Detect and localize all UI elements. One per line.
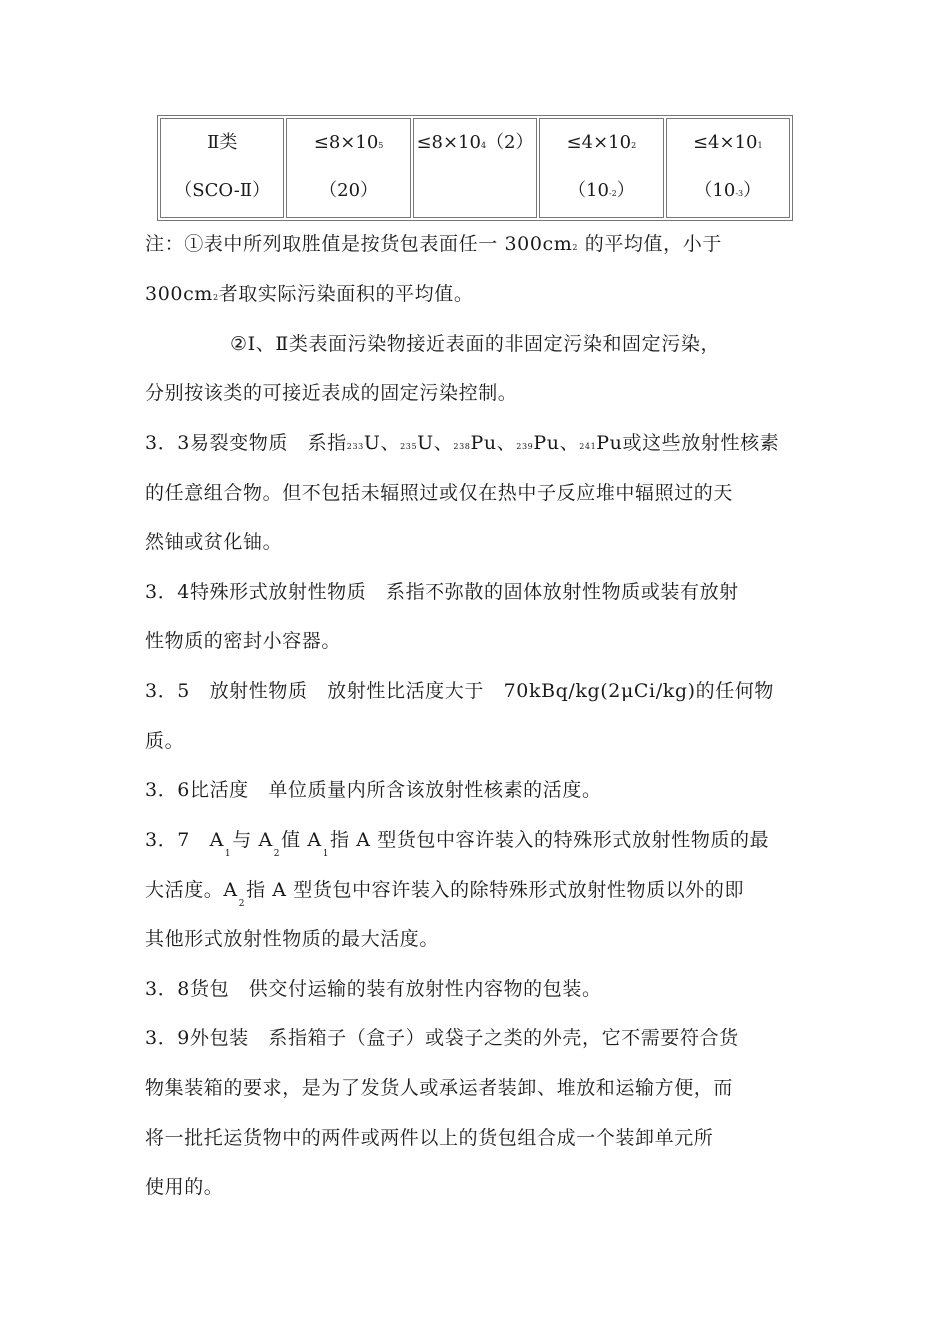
note-2-line-2: 分别按该类的可接近表成的固定污染控制。 — [145, 382, 518, 404]
cell-line — [667, 119, 789, 167]
exponent: -2 — [608, 189, 617, 198]
subscript: 2 — [238, 899, 246, 909]
section-3-9-line-2: 物集装箱的要求，是为了发货人或承运者装卸、堆放和运输方便，而 — [145, 1077, 734, 1099]
mass-number: 239 — [516, 442, 534, 451]
text-run: 者取实际污染面积的平均值。 — [218, 283, 474, 305]
mass-number: 233 — [346, 442, 364, 451]
section-3-7-line-2 — [145, 878, 815, 909]
section-3-8-line-1: 3．8货包 供交付运输的装有放射性内容物的包装。 — [145, 978, 602, 1000]
exponent: 5 — [378, 141, 384, 150]
table-cell — [286, 118, 410, 218]
section-3-9-line-4: 使用的。 — [145, 1176, 224, 1198]
text-run: U、 — [363, 432, 401, 454]
section-3-3-line-2: 的任意组合物。但不包括未辐照过或仅在热中子反应堆中辐照过的天 — [145, 482, 734, 504]
section-3-6-line-1: 3．6比活度 单位质量内所含该放射性核素的活度。 — [145, 779, 602, 801]
note-1-line-2 — [145, 282, 815, 310]
mass-number: 238 — [453, 442, 471, 451]
exponent: 2 — [212, 293, 219, 302]
exponent: -3 — [735, 189, 744, 198]
text-run: 指 A 型货包中容许装入的特殊形式放射性物质的最 — [330, 829, 770, 851]
subscript: 1 — [322, 849, 330, 859]
cell-text: （10 — [568, 180, 609, 201]
cell-line — [414, 119, 536, 167]
contamination-limit-table — [157, 115, 793, 221]
section-3-3-line-3: 然铀或贫化铀。 — [145, 531, 283, 553]
cell-line — [414, 167, 536, 215]
text-run: 300cm — [145, 283, 213, 305]
section-3-4-line-2: 性物质的密封小容器。 — [145, 630, 342, 652]
cell-text: ≤4×10 — [566, 132, 632, 153]
table-row — [160, 118, 790, 218]
cell-text: （10 — [694, 180, 736, 201]
cell-line — [540, 167, 662, 215]
text-run: Pu、 — [470, 432, 517, 454]
section-3-9-line-1: 3．9外包装 系指箱子（盒子）或袋子之类的外壳，它不需要符合货 — [145, 1027, 739, 1049]
cell-text: ） — [616, 180, 635, 201]
text-run: 3．3易裂变物质 系指 — [145, 432, 347, 454]
text-run: 3．7 A — [145, 829, 224, 851]
text-run: 与 A — [232, 829, 273, 851]
table-cell — [413, 118, 537, 218]
exponent: 2 — [572, 243, 579, 252]
section-3-4-line-1: 3．4特殊形式放射性物质 系指不弥散的固体放射性物质或装有放射 — [145, 581, 739, 603]
section-3-5-line-2: 质。 — [145, 730, 185, 752]
section-3-5-line-1: 3．5 放射性物质 放射性比活度大于 70kBq/kg(2μCi/kg)的任何物 — [145, 680, 775, 702]
text-run: Pu、 — [533, 432, 580, 454]
note-1-line-1 — [145, 232, 815, 260]
table-cell — [666, 118, 790, 218]
cell-text: ≤8×10 — [313, 132, 379, 153]
text-run: 值 A — [281, 829, 322, 851]
cell-text: ≤4×10 — [692, 132, 758, 153]
table-cell — [539, 118, 663, 218]
cell-line — [287, 119, 409, 167]
section-3-7-line-1 — [145, 828, 815, 859]
table-cell — [160, 118, 284, 218]
section-3-7-line-3: 其他形式放射性物质的最大活度。 — [145, 928, 440, 950]
cell-text: ≤8×10 — [416, 132, 481, 153]
cell-text: （2） — [486, 132, 534, 153]
subscript: 2 — [273, 849, 281, 859]
text-run: 指 A 型货包中容许装入的除特殊形式放射性物质以外的即 — [246, 879, 745, 901]
subscript: 1 — [224, 849, 232, 859]
text-run: Pu或这些放射性核素 — [596, 432, 780, 454]
exponent: 4 — [480, 141, 487, 150]
exponent: 2 — [631, 141, 637, 150]
cell-text: ） — [743, 180, 762, 201]
mass-number: 235 — [400, 442, 418, 451]
text-run: U、 — [417, 432, 454, 454]
section-3-9-line-3: 将一批托运货物中的两件或两件以上的货包组合成一个装卸单元所 — [145, 1127, 714, 1149]
cell-line — [667, 167, 789, 215]
text-run: 的平均值，小于 — [578, 233, 722, 255]
cell-line — [540, 119, 662, 167]
note-2-line-1: ②Ⅰ、Ⅱ类表面污染物接近表面的非固定污染和固定污染， — [230, 333, 721, 355]
cell-line: （20） — [319, 180, 379, 201]
cell-line: （SCO-Ⅱ） — [174, 180, 271, 201]
exponent: 1 — [757, 141, 763, 150]
mass-number: 241 — [579, 442, 597, 451]
cell-line: Ⅱ类 — [207, 132, 238, 153]
text-run: 注：①表中所列取胜值是按货包表面任一 300cm — [145, 233, 573, 255]
text-run: 大活度。A — [145, 879, 238, 901]
section-3-3-line-1 — [145, 431, 815, 459]
